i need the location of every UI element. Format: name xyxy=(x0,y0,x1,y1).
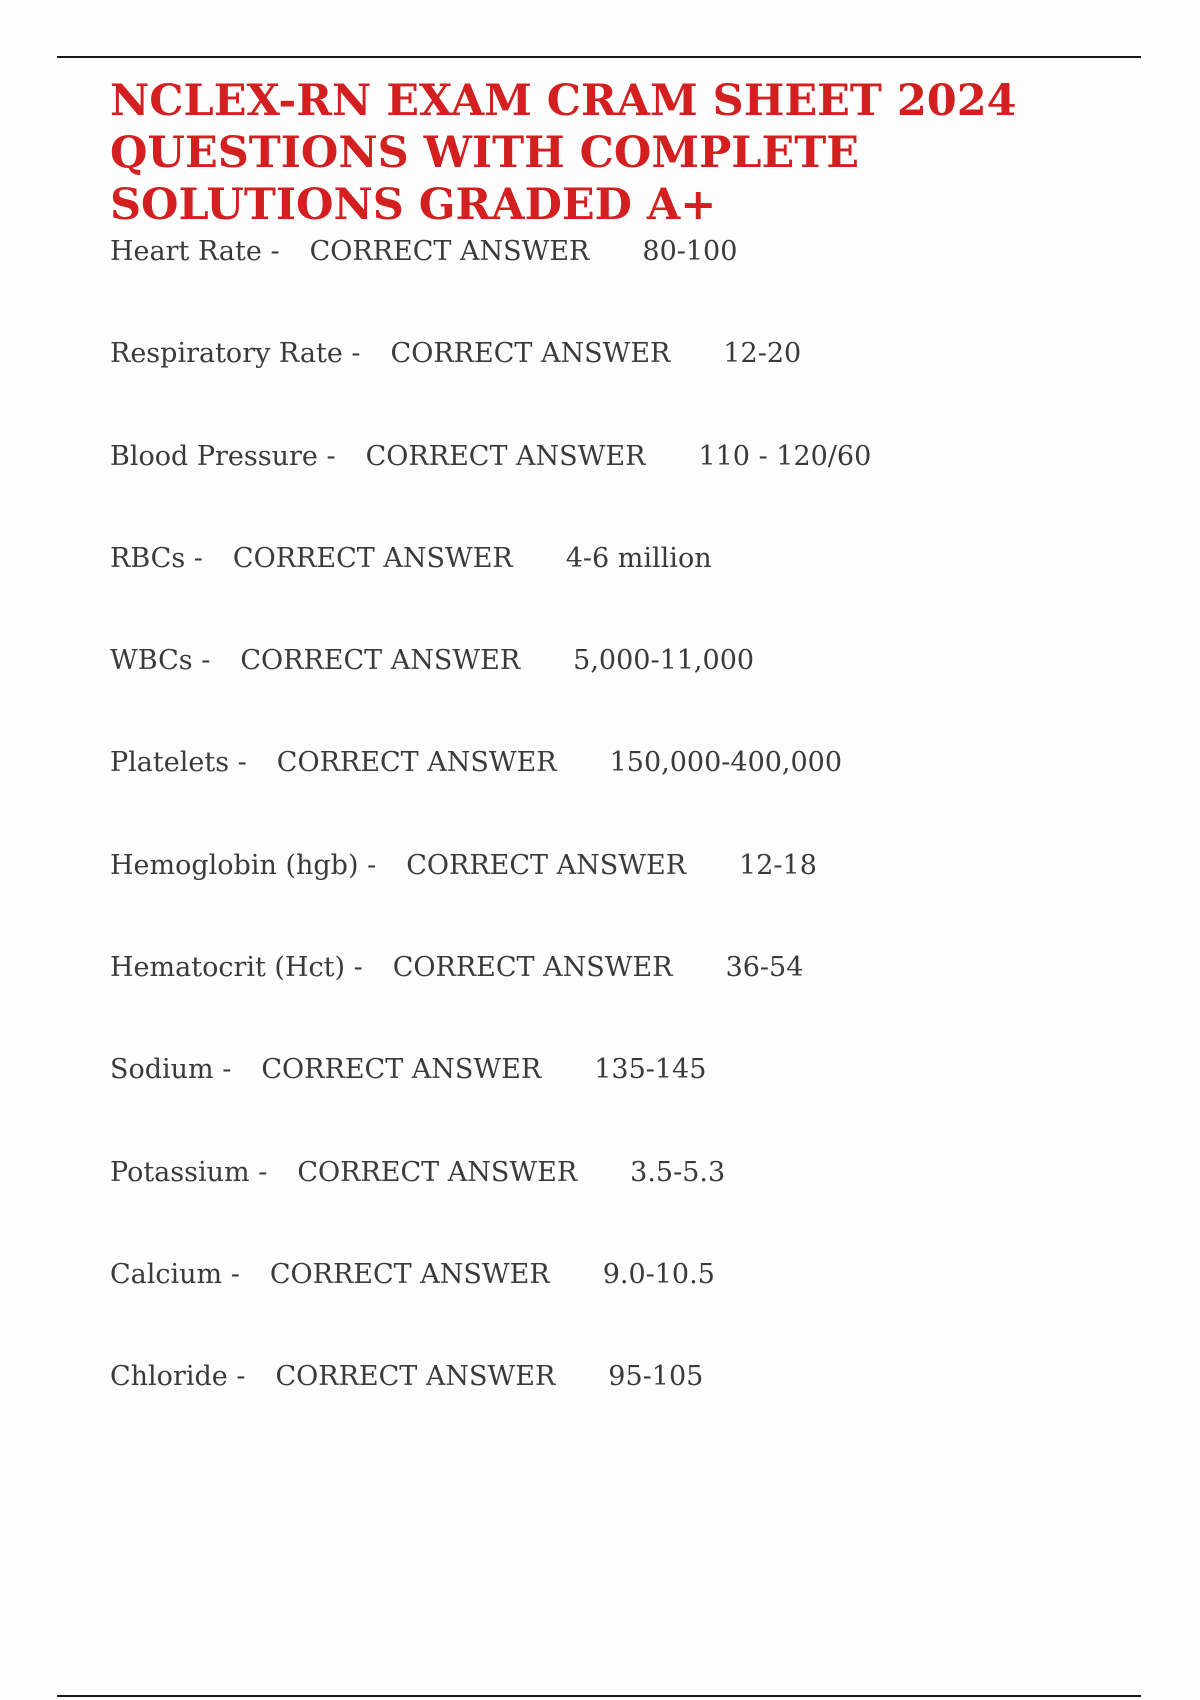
correct-answer-label: CORRECT ANSWER xyxy=(365,440,646,472)
entry-answer: 95-105 xyxy=(608,1361,704,1393)
entry-answer: 80-100 xyxy=(642,236,738,267)
entry-separator: - xyxy=(326,440,336,472)
correct-answer-label: CORRECT ANSWER xyxy=(406,849,687,881)
correct-answer-label: CORRECT ANSWER xyxy=(275,1361,556,1393)
entry-answer: 9.0-10.5 xyxy=(602,1258,715,1290)
qa-entry xyxy=(110,228,871,330)
qa-entry xyxy=(110,739,871,841)
entry-answer: 135-145 xyxy=(594,1054,707,1086)
entry-term: Hemoglobin (hgb) xyxy=(110,849,359,881)
qa-entry xyxy=(110,1353,871,1455)
entry-term: Sodium xyxy=(110,1054,214,1086)
qa-entry xyxy=(110,330,871,432)
qa-entry xyxy=(110,1046,871,1148)
entry-term: RBCs xyxy=(110,542,186,574)
entry-term: Blood Pressure xyxy=(110,440,318,472)
entry-separator: - xyxy=(258,1156,268,1188)
entry-term: WBCs xyxy=(110,645,193,677)
qa-entry xyxy=(110,842,871,944)
entry-term: Hematocrit (Hct) xyxy=(110,952,346,984)
entry-separator: - xyxy=(193,542,203,574)
entry-answer: 12-20 xyxy=(723,338,802,370)
entry-answer: 150,000-400,000 xyxy=(609,747,843,779)
entry-answer: 12-18 xyxy=(739,849,817,881)
qa-entry xyxy=(110,944,871,1046)
correct-answer-label: CORRECT ANSWER xyxy=(309,236,590,267)
entry-term: Calcium xyxy=(110,1258,223,1290)
entry-separator: - xyxy=(353,952,363,984)
correct-answer-label: CORRECT ANSWER xyxy=(269,1258,550,1290)
entry-term: Chloride xyxy=(110,1361,228,1393)
correct-answer-label: CORRECT ANSWER xyxy=(276,747,557,779)
entry-separator: - xyxy=(270,236,280,267)
entry-separator: - xyxy=(230,1258,240,1290)
entry-term: Respiratory Rate xyxy=(110,338,343,370)
qa-entry xyxy=(110,637,871,739)
bottom-divider xyxy=(57,1695,1141,1697)
entry-separator: - xyxy=(367,849,377,881)
entry-term: Heart Rate xyxy=(110,236,262,267)
entry-separator: - xyxy=(351,338,361,370)
entry-answer: 5,000-11,000 xyxy=(573,645,755,677)
entry-separator: - xyxy=(237,747,247,779)
correct-answer-label: CORRECT ANSWER xyxy=(297,1156,578,1188)
qa-entry xyxy=(110,433,871,535)
entry-term: Potassium xyxy=(110,1156,250,1188)
qa-entry xyxy=(110,535,871,637)
entry-term: Platelets xyxy=(110,747,230,779)
entry-separator: - xyxy=(236,1361,246,1393)
document-title: NCLEX-RN EXAM CRAM SHEET 2024 QUESTIONS WITH COMPLETE SOLUTIONS GRADED A+ xyxy=(110,76,1017,230)
entry-answer: 3.5-5.3 xyxy=(630,1156,726,1188)
qa-entry xyxy=(110,1251,871,1353)
qa-entry xyxy=(110,1149,871,1251)
correct-answer-label: CORRECT ANSWER xyxy=(240,645,521,677)
entry-answer: 4-6 million xyxy=(565,542,712,574)
correct-answer-label: CORRECT ANSWER xyxy=(392,952,673,984)
entry-separator: - xyxy=(201,645,211,677)
top-divider xyxy=(57,56,1141,58)
correct-answer-label: CORRECT ANSWER xyxy=(261,1054,542,1086)
correct-answer-label: CORRECT ANSWER xyxy=(232,542,513,574)
answer-list xyxy=(110,228,871,1456)
entry-separator: - xyxy=(222,1054,232,1086)
correct-answer-label: CORRECT ANSWER xyxy=(390,338,671,370)
entry-answer: 36-54 xyxy=(725,952,804,984)
entry-answer: 110 - 120/60 xyxy=(698,440,872,472)
